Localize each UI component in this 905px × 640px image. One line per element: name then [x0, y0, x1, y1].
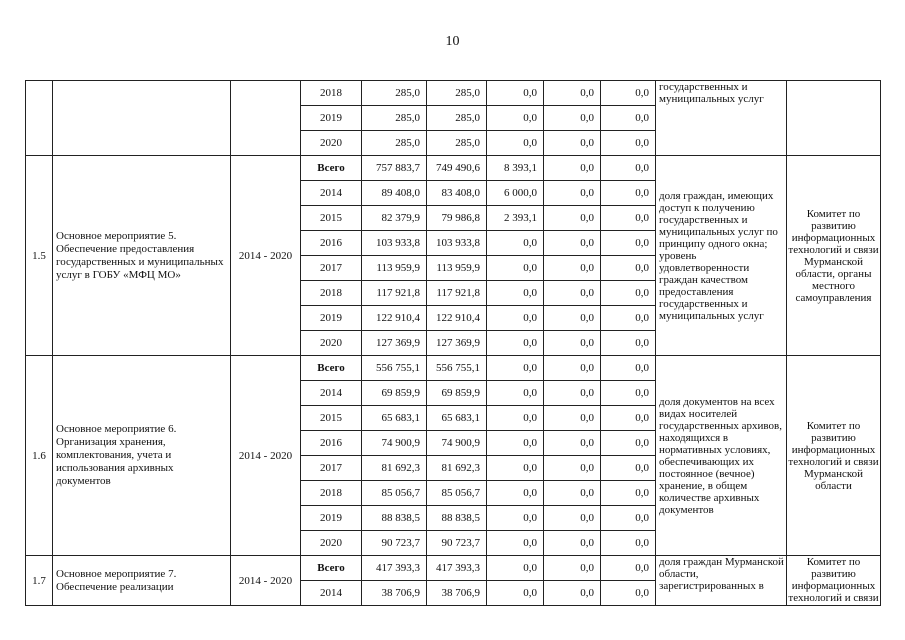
value-cell: 0,0 [544, 356, 601, 381]
value-cell: 0,0 [544, 81, 601, 106]
year-cell: Всего [301, 556, 362, 581]
value-cell: 0,0 [544, 131, 601, 156]
value-cell: 90 723,7 [362, 531, 427, 556]
year-cell: 2017 [301, 456, 362, 481]
value-cell: 113 959,9 [427, 256, 487, 281]
value-cell: 88 838,5 [362, 506, 427, 531]
value-cell: 122 910,4 [362, 306, 427, 331]
value-cell: 556 755,1 [427, 356, 487, 381]
value-cell: 0,0 [601, 156, 656, 181]
value-cell: 65 683,1 [362, 406, 427, 431]
year-cell: 2017 [301, 256, 362, 281]
value-cell: 8 393,1 [487, 156, 544, 181]
value-cell: 0,0 [601, 206, 656, 231]
value-cell: 0,0 [544, 531, 601, 556]
value-cell: 285,0 [362, 106, 427, 131]
indicator-text: доля документов на всех видах носителей государственных архивов, находящихся в нормативных условиях, обеспечивающих их постоянное (вечное) хранение, в общем количестве архивных документов [656, 356, 787, 556]
value-cell: 0,0 [487, 231, 544, 256]
value-cell: 0,0 [601, 106, 656, 131]
year-cell: 2014 [301, 181, 362, 206]
value-cell: 89 408,0 [362, 181, 427, 206]
value-cell: 122 910,4 [427, 306, 487, 331]
year-cell: 2020 [301, 531, 362, 556]
value-cell: 0,0 [544, 556, 601, 581]
value-cell: 0,0 [487, 531, 544, 556]
value-cell: 127 369,9 [362, 331, 427, 356]
value-cell: 90 723,7 [427, 531, 487, 556]
value-cell: 0,0 [601, 406, 656, 431]
value-cell: 85 056,7 [362, 481, 427, 506]
value-cell: 0,0 [487, 281, 544, 306]
value-cell: 0,0 [487, 481, 544, 506]
value-cell: 0,0 [601, 531, 656, 556]
value-cell: 0,0 [601, 356, 656, 381]
table-row [26, 356, 881, 381]
executor-text: Комитет по развитию информационных технологий и связи Мурманской области, органы местного самоуправления [787, 156, 881, 356]
value-cell: 556 755,1 [362, 356, 427, 381]
value-cell: 749 490,6 [427, 156, 487, 181]
value-cell: 0,0 [544, 306, 601, 331]
value-cell: 0,0 [487, 431, 544, 456]
value-cell: 117 921,8 [362, 281, 427, 306]
budget-table [25, 80, 881, 606]
value-cell: 0,0 [487, 381, 544, 406]
value-cell: 0,0 [487, 306, 544, 331]
value-cell: 757 883,7 [362, 156, 427, 181]
year-cell: Всего [301, 356, 362, 381]
value-cell: 0,0 [544, 181, 601, 206]
value-cell: 2 393,1 [487, 206, 544, 231]
value-cell: 0,0 [601, 581, 656, 606]
year-cell: 2019 [301, 506, 362, 531]
value-cell: 0,0 [544, 481, 601, 506]
value-cell: 285,0 [362, 131, 427, 156]
year-cell: 2014 [301, 381, 362, 406]
value-cell: 0,0 [601, 506, 656, 531]
year-cell: 2019 [301, 306, 362, 331]
value-cell: 85 056,7 [427, 481, 487, 506]
indicator-text: доля граждан Мурманской области, зарегистрированных в [656, 556, 787, 606]
value-cell: 417 393,3 [362, 556, 427, 581]
value-cell: 0,0 [544, 156, 601, 181]
value-cell: 0,0 [601, 281, 656, 306]
value-cell: 0,0 [601, 181, 656, 206]
value-cell: 0,0 [601, 231, 656, 256]
table-row [26, 156, 881, 181]
value-cell: 74 900,9 [427, 431, 487, 456]
value-cell: 0,0 [487, 506, 544, 531]
row-index: 1.7 [26, 556, 53, 606]
row-index [26, 81, 53, 156]
value-cell: 417 393,3 [427, 556, 487, 581]
year-cell: 2015 [301, 206, 362, 231]
year-cell: 2020 [301, 131, 362, 156]
row-index: 1.6 [26, 356, 53, 556]
value-cell: 0,0 [544, 456, 601, 481]
value-cell: 0,0 [544, 581, 601, 606]
activity-name: Основное мероприятие 6. Организация хранения, комплектования, учета и использования архивных документов [53, 356, 231, 556]
value-cell: 79 986,8 [427, 206, 487, 231]
executor-text: Комитет по развитию информационных технологий и связи Мурманской области [787, 356, 881, 556]
value-cell: 0,0 [601, 81, 656, 106]
value-cell: 103 933,8 [362, 231, 427, 256]
year-cell: 2018 [301, 81, 362, 106]
value-cell: 285,0 [427, 131, 487, 156]
value-cell: 69 859,9 [362, 381, 427, 406]
indicator-text: доля граждан, имеющих доступ к получению государственных и муниципальных услуг по принципу одного окна; уровень удовлетворенности граждан качеством предоставления государственных и муниципальных услуг [656, 156, 787, 356]
year-cell: 2020 [301, 331, 362, 356]
value-cell: 0,0 [544, 231, 601, 256]
value-cell: 81 692,3 [427, 456, 487, 481]
table-row [26, 556, 881, 581]
value-cell: 0,0 [544, 381, 601, 406]
value-cell: 0,0 [487, 131, 544, 156]
indicator-text: государственных и муниципальных услуг [656, 81, 787, 156]
year-cell: 2018 [301, 281, 362, 306]
row-index: 1.5 [26, 156, 53, 356]
value-cell: 69 859,9 [427, 381, 487, 406]
year-cell: 2015 [301, 406, 362, 431]
period: 2014 - 2020 [231, 156, 301, 356]
value-cell: 0,0 [487, 81, 544, 106]
value-cell: 117 921,8 [427, 281, 487, 306]
activity-name: Основное мероприятие 5. Обеспечение предоставления государственных и муниципальных услуг в ГОБУ «МФЦ МО» [53, 156, 231, 356]
table-row [26, 81, 881, 106]
value-cell: 285,0 [427, 106, 487, 131]
value-cell: 0,0 [487, 456, 544, 481]
value-cell: 6 000,0 [487, 181, 544, 206]
value-cell: 0,0 [601, 131, 656, 156]
executor-text [787, 81, 881, 156]
value-cell: 0,0 [601, 481, 656, 506]
value-cell: 0,0 [601, 381, 656, 406]
year-cell: 2019 [301, 106, 362, 131]
value-cell: 285,0 [427, 81, 487, 106]
period [231, 81, 301, 156]
value-cell: 0,0 [544, 256, 601, 281]
value-cell: 0,0 [601, 431, 656, 456]
value-cell: 88 838,5 [427, 506, 487, 531]
value-cell: 65 683,1 [427, 406, 487, 431]
value-cell: 82 379,9 [362, 206, 427, 231]
value-cell: 285,0 [362, 81, 427, 106]
value-cell: 0,0 [544, 281, 601, 306]
value-cell: 0,0 [544, 331, 601, 356]
year-cell: Всего [301, 156, 362, 181]
value-cell: 0,0 [544, 206, 601, 231]
value-cell: 0,0 [544, 406, 601, 431]
value-cell: 0,0 [487, 356, 544, 381]
value-cell: 81 692,3 [362, 456, 427, 481]
value-cell: 0,0 [487, 106, 544, 131]
value-cell: 0,0 [601, 556, 656, 581]
activity-name: Основное мероприятие 7. Обеспечение реализации [53, 556, 231, 606]
year-cell: 2018 [301, 481, 362, 506]
value-cell: 0,0 [487, 556, 544, 581]
year-cell: 2016 [301, 231, 362, 256]
value-cell: 113 959,9 [362, 256, 427, 281]
value-cell: 0,0 [544, 431, 601, 456]
value-cell: 0,0 [487, 581, 544, 606]
period: 2014 - 2020 [231, 356, 301, 556]
value-cell: 0,0 [601, 331, 656, 356]
value-cell: 127 369,9 [427, 331, 487, 356]
executor-text: Комитет по развитию информационных технологий и связи [788, 556, 879, 604]
year-cell: 2016 [301, 431, 362, 456]
value-cell: 0,0 [487, 331, 544, 356]
value-cell: 0,0 [487, 406, 544, 431]
value-cell: 38 706,9 [427, 581, 487, 606]
value-cell: 0,0 [601, 256, 656, 281]
value-cell: 83 408,0 [427, 181, 487, 206]
value-cell: 0,0 [487, 256, 544, 281]
value-cell: 103 933,8 [427, 231, 487, 256]
value-cell: 74 900,9 [362, 431, 427, 456]
value-cell: 0,0 [544, 106, 601, 131]
value-cell: 0,0 [601, 306, 656, 331]
value-cell: 0,0 [544, 506, 601, 531]
year-cell: 2014 [301, 581, 362, 606]
page-number: 10 [445, 34, 460, 49]
period: 2014 - 2020 [231, 556, 301, 606]
value-cell: 0,0 [601, 456, 656, 481]
activity-name [53, 81, 231, 156]
value-cell: 38 706,9 [362, 581, 427, 606]
